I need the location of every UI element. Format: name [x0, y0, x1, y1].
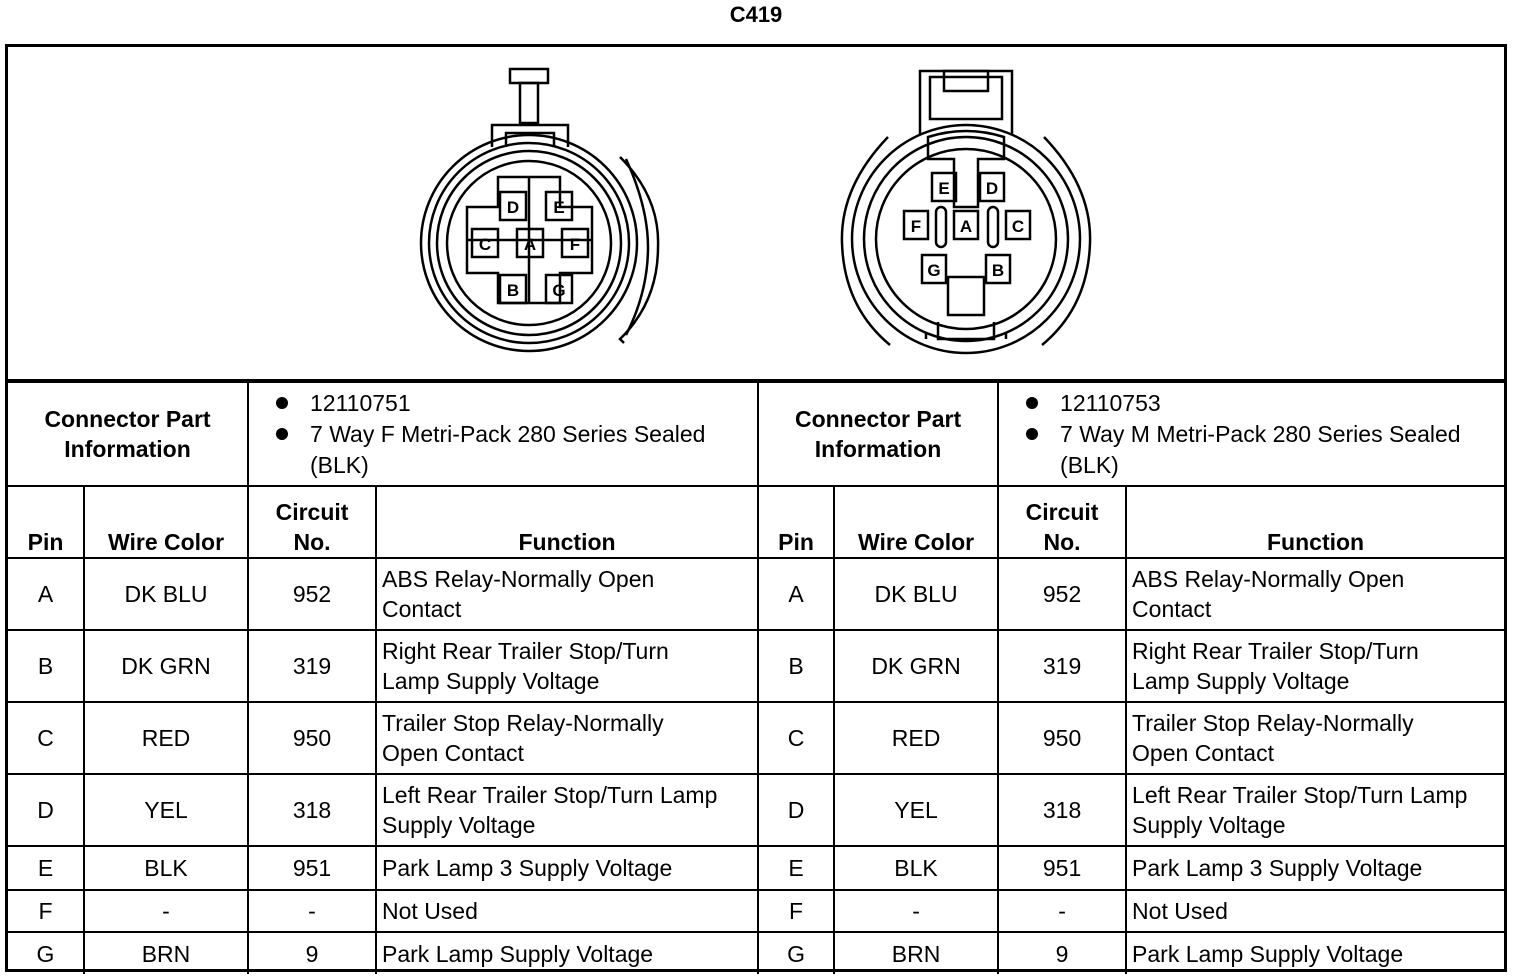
- part-description: 7 Way F Metri-Pack 280 Series Sealed (BLK): [274, 419, 752, 481]
- wire-color-cell: -: [84, 890, 248, 932]
- col-header-pin: Pin: [8, 486, 84, 558]
- pin-cell: B: [8, 630, 84, 702]
- pin-cell: B: [758, 630, 834, 702]
- function-line: Lamp Supply Voltage: [382, 668, 600, 694]
- wire-color-cell: YEL: [84, 774, 248, 846]
- circuit-cell: 318: [998, 774, 1126, 846]
- circuit-cell: 9: [248, 932, 376, 974]
- wire-color-cell: -: [834, 890, 998, 932]
- pin-cell: A: [758, 558, 834, 630]
- pin-cell: C: [8, 702, 84, 774]
- function-cell: [1126, 890, 1504, 932]
- female-cavity-label: B: [506, 281, 520, 300]
- col-header-function: Function: [376, 486, 758, 558]
- function-cell: [1126, 932, 1504, 974]
- function-cell: [1126, 846, 1504, 890]
- function-cell: [1126, 630, 1504, 702]
- function-line: Trailer Stop Relay-Normally: [1132, 710, 1414, 736]
- function-line: Supply Voltage: [382, 812, 536, 838]
- connector-part-info-row: [8, 382, 1504, 486]
- function-cell: [376, 846, 758, 890]
- function-cell: [376, 890, 758, 932]
- table-row: [8, 558, 1504, 630]
- female-latch-stem: [520, 83, 538, 123]
- col-header-wire-color: Wire Color: [84, 486, 248, 558]
- wire-color-cell: RED: [834, 702, 998, 774]
- function-line: Not Used: [382, 898, 478, 924]
- circuit-cell: 951: [998, 846, 1126, 890]
- wire-color-cell: RED: [84, 702, 248, 774]
- part-description: 7 Way M Metri-Pack 280 Series Sealed (BLK): [1024, 419, 1499, 481]
- wire-color-cell: DK GRN: [84, 630, 248, 702]
- function-cell: [1126, 774, 1504, 846]
- male-cavity-label: D: [985, 179, 999, 198]
- part-number: 12110753: [1024, 388, 1499, 419]
- function-cell: [376, 702, 758, 774]
- wire-color-cell: DK BLU: [834, 558, 998, 630]
- circuit-cell: 319: [998, 630, 1126, 702]
- wire-color-cell: DK GRN: [834, 630, 998, 702]
- table-row: [8, 702, 1504, 774]
- connector-sheet: [5, 44, 1507, 972]
- column-header-row: [8, 486, 1504, 558]
- pin-cell: A: [8, 558, 84, 630]
- function-cell: [1126, 702, 1504, 774]
- female-cavity-label: F: [569, 235, 581, 254]
- function-line: Park Lamp 3 Supply Voltage: [382, 855, 673, 881]
- female-latch-cap: [510, 69, 548, 83]
- female-cavity-label: E: [553, 198, 565, 217]
- circuit-cell: 952: [998, 558, 1126, 630]
- function-line: Open Contact: [1132, 740, 1274, 766]
- male-cavity-label: F: [910, 217, 922, 236]
- function-line: Supply Voltage: [1132, 812, 1286, 838]
- male-connector-drawing: [842, 71, 1090, 353]
- function-line: Park Lamp Supply Voltage: [1132, 940, 1404, 967]
- wire-color-cell: BLK: [834, 846, 998, 890]
- circuit-cell: 319: [248, 630, 376, 702]
- connector-diagram-panel: [8, 47, 1504, 381]
- connector-part-info-label: Connector Part Information: [8, 382, 248, 486]
- function-cell: [376, 932, 758, 974]
- pin-cell: E: [758, 846, 834, 890]
- function-line: Park Lamp 3 Supply Voltage: [1132, 855, 1423, 881]
- pin-cell: F: [8, 890, 84, 932]
- function-line: ABS Relay-Normally Open: [1132, 566, 1405, 592]
- function-line: Left Rear Trailer Stop/Turn Lamp: [382, 782, 718, 808]
- function-line: Trailer Stop Relay-Normally: [382, 710, 664, 736]
- male-cavity-label: B: [991, 261, 1005, 280]
- pin-cell: F: [758, 890, 834, 932]
- table-row: [8, 846, 1504, 890]
- col-header-wire-color: Wire Color: [834, 486, 998, 558]
- wire-color-cell: YEL: [834, 774, 998, 846]
- female-connector-drawing: [421, 69, 658, 351]
- function-cell: [376, 774, 758, 846]
- circuit-cell: 951: [248, 846, 376, 890]
- function-line: ABS Relay-Normally Open: [382, 566, 655, 592]
- circuit-cell: 318: [248, 774, 376, 846]
- male-cavity-label: E: [938, 179, 950, 198]
- col-header-circuit: [248, 486, 376, 558]
- function-line: Open Contact: [382, 740, 524, 766]
- part-number: 12110751: [274, 388, 752, 419]
- wire-color-cell: BRN: [84, 932, 248, 974]
- function-line: Lamp Supply Voltage: [1132, 668, 1350, 694]
- function-cell: [376, 630, 758, 702]
- col-header-circuit-line1: Circuit: [1025, 499, 1099, 525]
- function-line: Contact: [1132, 596, 1212, 622]
- female-cavity-label: D: [506, 198, 520, 217]
- pin-cell: C: [758, 702, 834, 774]
- male-cavity-label: C: [1011, 217, 1025, 236]
- circuit-cell: -: [248, 890, 376, 932]
- male-latch-tab: [930, 77, 1002, 119]
- function-line: Left Rear Trailer Stop/Turn Lamp: [1132, 782, 1468, 808]
- wire-color-cell: BRN: [834, 932, 998, 974]
- table-row: [8, 774, 1504, 846]
- function-line: Not Used: [1132, 898, 1228, 924]
- wire-color-cell: BLK: [84, 846, 248, 890]
- function-cell: [1126, 558, 1504, 630]
- function-line: Right Rear Trailer Stop/Turn: [1132, 638, 1419, 664]
- col-header-function: Function: [1126, 486, 1504, 558]
- connector-part-info-male: [998, 382, 1504, 486]
- function-line: Right Rear Trailer Stop/Turn: [382, 638, 669, 664]
- col-header-circuit: [998, 486, 1126, 558]
- pin-cell: G: [8, 932, 84, 974]
- connector-part-info-label: Connector Part Information: [758, 382, 998, 486]
- pinout-table: [8, 381, 1504, 974]
- circuit-cell: 950: [248, 702, 376, 774]
- male-cavity-label: A: [959, 217, 973, 236]
- table-row: [8, 630, 1504, 702]
- pin-cell: G: [758, 932, 834, 974]
- female-cavity-label: A: [523, 235, 537, 254]
- pin-cell: D: [758, 774, 834, 846]
- table-row: [8, 890, 1504, 932]
- function-line: Park Lamp Supply Voltage: [382, 940, 654, 967]
- connector-drawings: [8, 47, 1504, 379]
- male-cavity-label: G: [927, 261, 941, 280]
- function-line: Contact: [382, 596, 462, 622]
- circuit-cell: 950: [998, 702, 1126, 774]
- col-header-circuit-line1: Circuit: [275, 499, 349, 525]
- female-cavity-label: C: [478, 235, 492, 254]
- circuit-cell: 952: [248, 558, 376, 630]
- function-cell: [376, 558, 758, 630]
- page-title: C419: [729, 2, 783, 27]
- female-cavity-label: G: [552, 281, 566, 300]
- col-header-circuit-line2: No.: [1043, 529, 1081, 555]
- col-header-circuit-line2: No.: [293, 529, 331, 555]
- col-header-pin: Pin: [758, 486, 834, 558]
- pin-cell: E: [8, 846, 84, 890]
- circuit-cell: 9: [998, 932, 1126, 974]
- circuit-cell: -: [998, 890, 1126, 932]
- pin-cell: D: [8, 774, 84, 846]
- connector-part-info-female: [248, 382, 758, 486]
- table-row: [8, 932, 1504, 974]
- wire-color-cell: DK BLU: [84, 558, 248, 630]
